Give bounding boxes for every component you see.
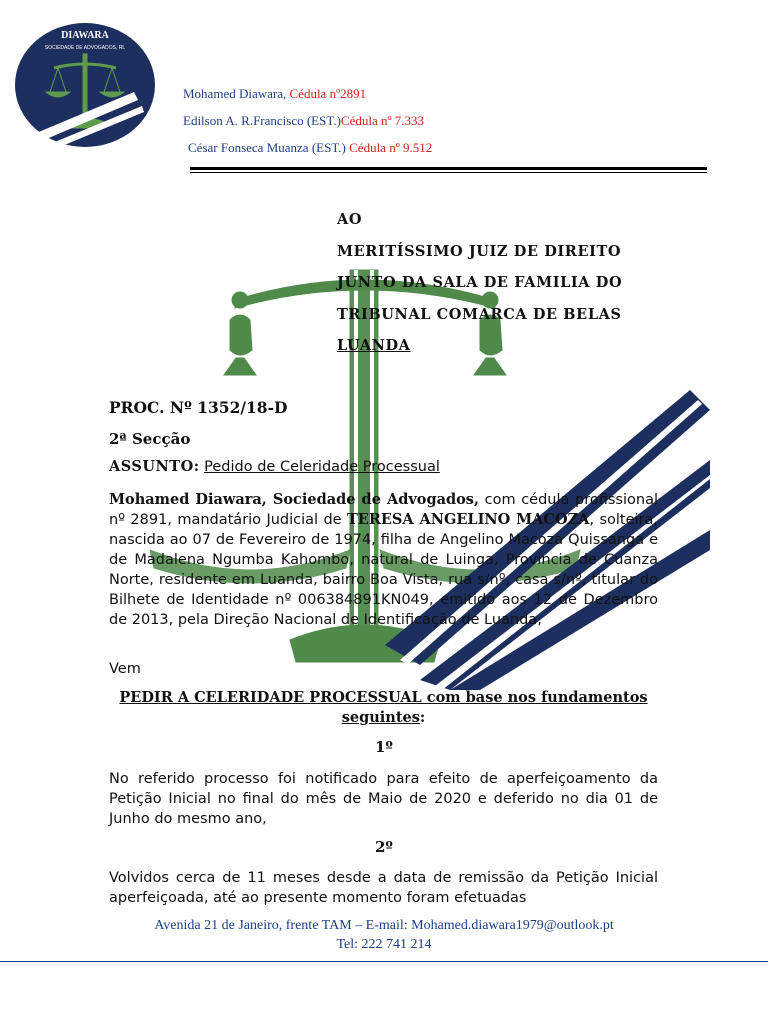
request-text: PEDIR A CELERIDADE PROCESSUAL com base nos fundamentos seguintes <box>119 689 648 726</box>
footer-phone: Tel: 222 741 214 <box>336 937 432 952</box>
vem-text: Vem <box>109 661 141 677</box>
lawyer-line-1 <box>183 86 366 102</box>
lawyer-line-2 <box>183 113 424 129</box>
article-number: 2º <box>375 838 393 856</box>
process-number: PROC. Nº 1352/18-D <box>109 398 288 417</box>
lawyer-cedula: Cédula nº2891 <box>289 86 367 101</box>
lawyer-cedula: Cédula nº 9.512 <box>349 140 433 155</box>
intro-text: , solteira, nascida ao 07 de Fevereiro de 1974, filha de Angelino Macoza Quissanga e de Madalena Ngumba Kahombo, natural de Luinga, Provincia de Cuanza Norte, residente em Luanda, bairro Boa Vista, rua s/nº, casa s/nº, titular do Bilhete de Identidade nº 006384891KN049, emitido aos 12 de Dezembro de 2013, pela Direção Nacional de Identificação de Luanda, <box>109 512 658 628</box>
addressee-line: MERITÍSSIMO JUIZ DE DIREITO <box>337 242 622 260</box>
addressee-line: JUNTO DA SALA DE FAMILIA DO <box>337 274 623 291</box>
client-name: TERESA ANGELINO MACOZA <box>346 511 590 528</box>
lawyer-line-3 <box>188 140 432 156</box>
intro-paragraph <box>109 490 658 630</box>
addressee-line: TRIBUNAL COMARCA DE BELAS <box>337 305 622 323</box>
article-text: No referido processo foi notificado para efeito de aperfeiçoamento da Petição Inicial no final do mês de Maio de 2020 e deferido no dia 01 de Junho do mesmo ano, <box>109 771 658 827</box>
footer-rule <box>0 961 768 962</box>
process-section: 2ª Secção <box>109 430 191 448</box>
svg-text:DIAWARA: DIAWARA <box>61 30 109 41</box>
lawyer-name: Edilson A. R.Francisco (EST.) <box>183 113 341 128</box>
article-number: 1º <box>375 738 393 756</box>
firm-name: Mohamed Diawara, Sociedade de Advogados, <box>109 491 480 508</box>
header-rule <box>190 167 707 170</box>
subject-line <box>109 458 440 475</box>
svg-text:SOCIEDADE DE ADVOGADOS, RL: SOCIEDADE DE ADVOGADOS, RL <box>44 45 126 51</box>
footer-address: Avenida 21 de Janeiro, frente TAM – E-mail: Mohamed.diawara1979@outlook.pt <box>154 918 614 933</box>
diawara-logo <box>14 22 156 148</box>
lawyer-cedula: Cédula nº 7.333 <box>340 113 425 128</box>
intro-text: com cédula profissional nº 2891, mandatário Judicial de <box>109 492 658 528</box>
addressee-line: AO <box>337 211 363 228</box>
request-colon: : <box>419 709 426 726</box>
subject-value: Pedido de Celeridade Processual <box>204 459 440 475</box>
header-rule-thin <box>190 172 707 173</box>
request-heading <box>109 688 658 728</box>
lawyer-name: César Fonseca Muanza (EST.) <box>188 140 350 155</box>
article-text: Volvidos cerca de 11 meses desde a data de remissão da Petição Inicial aperfeiçoada, até ao presente momento foram efetuadas <box>109 870 658 906</box>
addressee-line: LUANDA <box>337 337 411 354</box>
addressee-block <box>337 204 622 362</box>
lawyer-name: Mohamed Diawara, <box>183 86 290 101</box>
subject-label: ASSUNTO: <box>109 458 200 475</box>
